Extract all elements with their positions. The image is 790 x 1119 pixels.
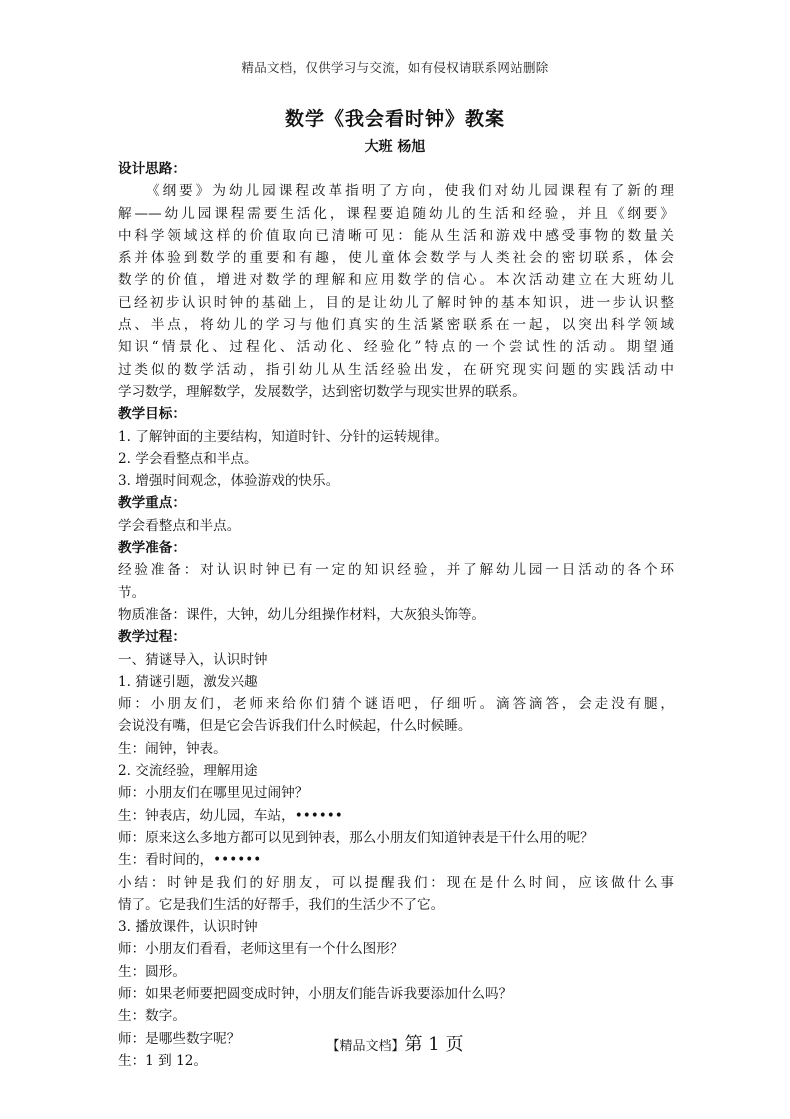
- text-line: 解——幼儿园课程需要生活化，课程要追随幼儿的生活和经验，并且《纲要》: [118, 205, 674, 222]
- text-line: 生：圆形。: [118, 963, 186, 980]
- text-line: 学习数学，理解数学，发展数学，达到密切数学与现实世界的联系。: [118, 383, 526, 400]
- section-heading: 教学过程：: [118, 629, 186, 646]
- text-line: 3. 播放课件，认识时钟: [118, 919, 258, 936]
- text-line: 2. 学会看整点和半点。: [118, 450, 258, 467]
- page-title: 数学《我会看时钟》教案: [284, 108, 505, 130]
- text-line: 数学的价值，增进对数学的理解和应用数学的信心。本次活动建立在大班幼儿: [118, 272, 674, 289]
- text-line: 已经初步认识时钟的基础上，目的是让幼儿了解时钟的基本知识，进一步认识整: [118, 294, 674, 311]
- text-line: 生：闹钟，钟表。: [118, 740, 227, 757]
- text-line: 过类似的数学活动，指引幼儿从生活经验出发，在研究现实问题的实践活动中: [118, 361, 674, 378]
- text-line: 点、半点，将幼儿的学习与他们真实的生活紧密联系在一起，以突出科学领域: [118, 317, 674, 334]
- page-number: 第 1 页: [404, 1034, 464, 1055]
- text-line: 《纲要》为幼儿园课程改革指明了方向，使我们对幼儿园课程有了新的理: [146, 183, 674, 200]
- text-line: 经验准备：对认识时钟已有一定的知识经验，并了解幼儿园一日活动的各个环: [118, 562, 674, 579]
- text-line: 师：是哪些数字呢？: [118, 1030, 241, 1047]
- text-line: 生：数字。: [118, 1008, 186, 1025]
- section-heading: 教学目标：: [118, 406, 186, 423]
- section-heading: 教学重点：: [118, 495, 186, 512]
- text-line: 情了。它是我们生活的好帮手，我们的生活少不了它。: [118, 896, 445, 913]
- text-line: 1. 猜谜引题，激发兴趣: [118, 673, 258, 690]
- text-line: 师：小朋友们在哪里见过闹钟？: [118, 785, 309, 802]
- text-line: 生：看时间的，••••••: [118, 852, 262, 869]
- text-line: 2. 交流经验，理解用途: [118, 763, 258, 780]
- document-body: [118, 158, 674, 1072]
- text-line: 系并体验到数学的重要和有趣，使儿童体会数学与人类社会的密切联系，体会: [118, 250, 674, 267]
- text-line: 师：小朋友们，老师来给你们猜个谜语吧，仔细听。滴答滴答，会走没有腿，: [118, 696, 674, 713]
- footer-label: 【精品文档】: [326, 1039, 405, 1054]
- section-heading: 设计思路：: [118, 161, 186, 177]
- text-line: 师：原来这么多地方都可以见到钟表，那么小朋友们知道钟表是干什么用的呢？: [118, 829, 594, 846]
- page-footer: [0, 1030, 790, 1056]
- text-line: 1. 了解钟面的主要结构，知道时针、分针的运转规律。: [118, 428, 448, 445]
- text-line: 学会看整点和半点。: [118, 517, 241, 534]
- text-line: 一、猜谜导入，认识时钟: [118, 651, 268, 668]
- text-line: 生：1 到 12。: [118, 1052, 207, 1069]
- text-line: 中科学领域这样的价值取向已清晰可见：能从生活和游戏中感受事物的数量关: [118, 227, 674, 244]
- text-line: 师：小朋友们看看，老师这里有一个什么图形？: [118, 941, 404, 958]
- text-line: 节。: [118, 584, 146, 601]
- text-line: 生：钟表店，幼儿园，车站，••••••: [118, 807, 343, 824]
- text-line: 物质准备：课件，大钟，幼儿分组操作材料，大灰狼头饰等。: [118, 606, 486, 623]
- text-line: 师：如果老师要把圆变成时钟，小朋友们能告诉我要添加什么吗？: [118, 985, 513, 1002]
- author-line: 大班 杨旭: [364, 139, 426, 155]
- section-heading: 教学准备：: [118, 540, 186, 557]
- text-line: 会说没有嘴，但是它会告诉我们什么时候起，什么时候睡。: [118, 718, 472, 735]
- text-line: 知识“情景化、过程化、活动化、经验化”特点的一个尝试性的活动。期望通: [118, 339, 674, 356]
- header-note: 精品文档，仅供学习与交流，如有侵权请联系网站删除: [241, 60, 549, 75]
- text-line: 3. 增强时间观念，体验游戏的快乐。: [118, 473, 340, 490]
- text-line: 小结：时钟是我们的好朋友，可以提醒我们：现在是什么时间，应该做什么事: [118, 874, 674, 891]
